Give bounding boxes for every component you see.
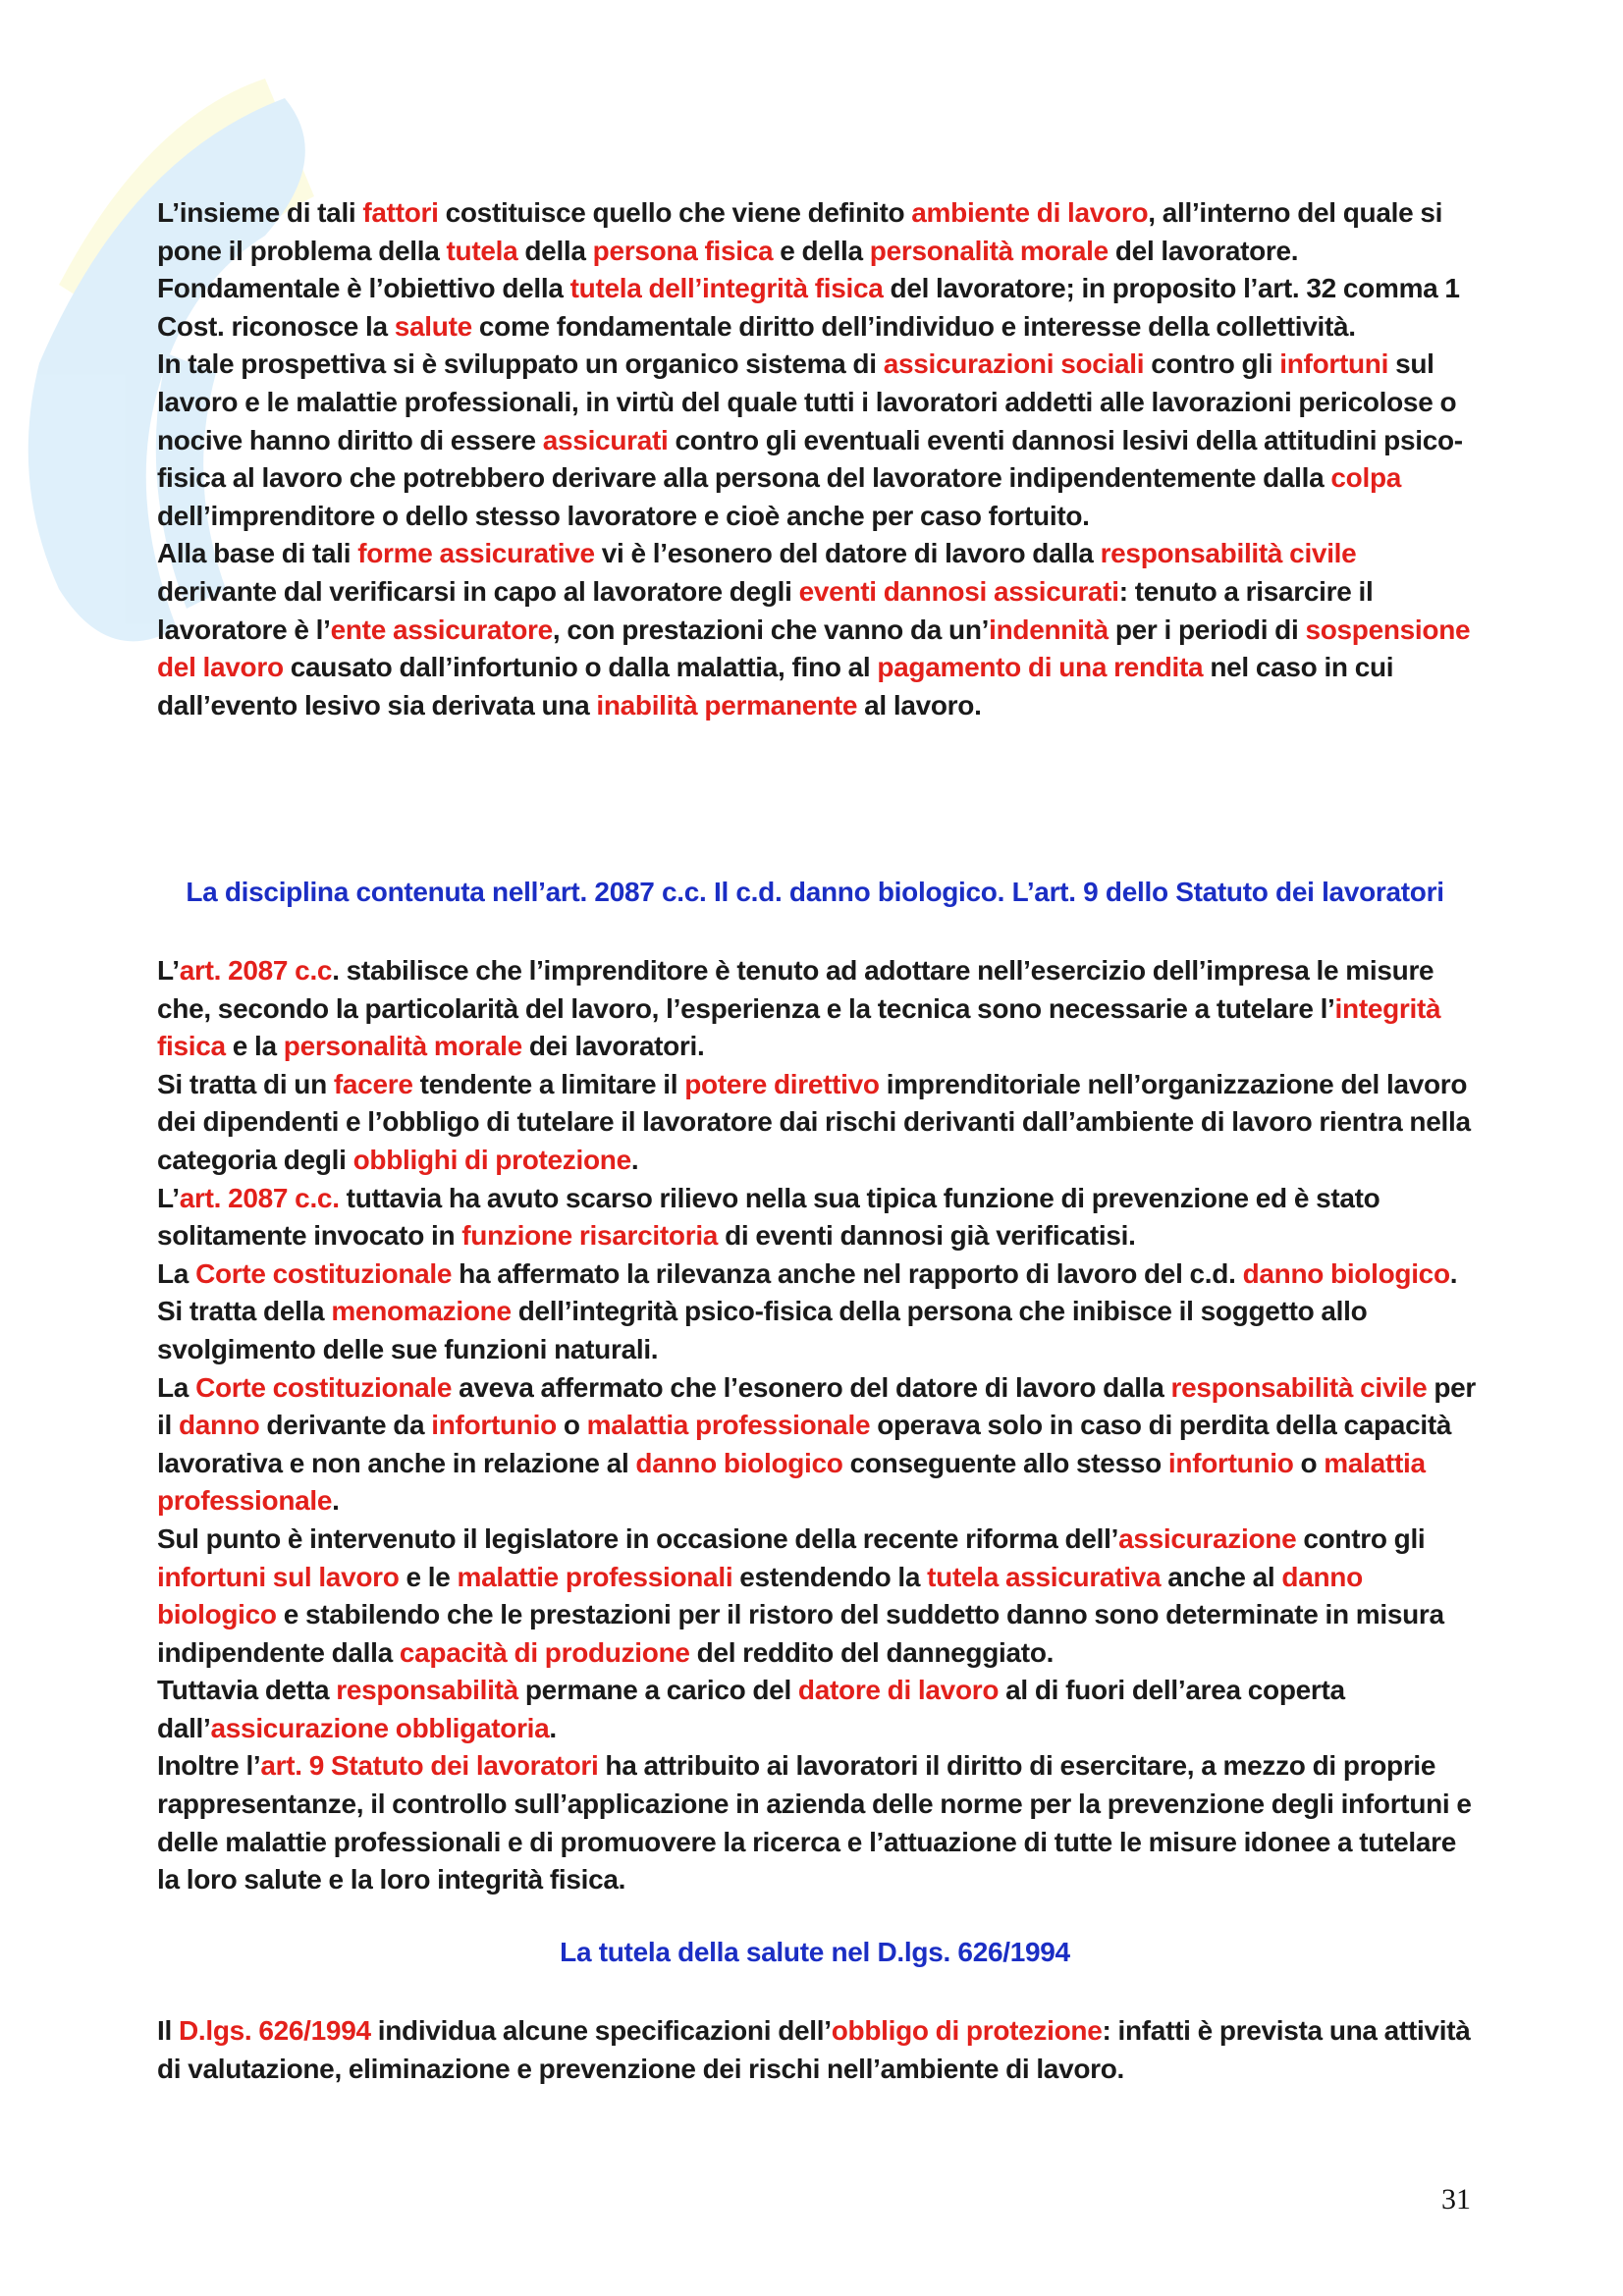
page-number: 31 [1441, 2183, 1471, 2216]
highlighted-term: D.lgs. 626/1994 [178, 2015, 371, 2046]
highlighted-term: danno biologico [157, 1561, 1363, 1630]
highlighted-term: funzione risarcitoria [461, 1220, 719, 1252]
highlighted-term: danno [178, 1410, 260, 1441]
highlighted-term: capacità di produzione [399, 1636, 690, 1668]
paragraph-ambiente-di-lavoro: L’insieme di tali fattori costituisce quello che viene definito ambiente di lavoro, all’interno del quale si pone il problema della tutela della persona fisica e della personalità morale del lavoratore. Fondamentale è l’obiettivo della tutela dell’integrità fisica del lavoratore; in proposito l’art. 32 comma 1 Cost. riconosce la salute come fondamentale diritto dell’individuo e interesse della collettività. In tale prospettiva si è sviluppato un organico sistema di assicurazioni sociali contro gli infortuni sul lavoro e le malattie professionali, in virtù del quale tutti i lavoratori addetti alle lavorazioni pericolose o nocive hanno diritto di essere assicurati contro gli eventuali eventi dannosi lesivi della attitudini psico-fisica al lavoro che potrebbero derivare alla persona del lavoratore indipendentemente dalla colpa dell’imprenditore o dello stesso lavoratore e cioè anche per caso fortuito. Alla base di tali forme assicurative vi è l’esonero del datore di lavoro dalla responsabilità civile derivante dal verificarsi in capo al lavoratore degli eventi dannosi assicurati: tenuto a risarcire il lavoratore è l’ente assicuratore, con prestazioni che vanno da un’indennità per i periodi di sospensione del lavoro causato dall’infortunio o dalla malattia, fino al pagamento di una rendita nel caso in cui dall’evento lesivo sia derivata una inabilità permanente al lavoro. [157, 197, 1471, 721]
highlighted-term: sospensione del lavoro [157, 614, 1471, 683]
highlighted-term: malattia professionale [157, 1447, 1426, 1517]
highlighted-term: assicurazione obbligatoria [210, 1712, 550, 1743]
highlighted-term: assicurati [542, 424, 669, 455]
highlighted-term: obblighi di protezione [352, 1144, 631, 1175]
highlighted-term: Corte costituzionale [195, 1257, 453, 1289]
highlighted-term: responsabilità civile [1100, 538, 1357, 569]
highlighted-term: art. 2087 c.c [179, 955, 333, 986]
highlighted-term: infortuni [1279, 348, 1389, 380]
highlighted-term: ente assicuratore [330, 614, 553, 645]
highlighted-term: personalità morale [283, 1031, 522, 1062]
highlighted-term: danno biologico [635, 1447, 843, 1478]
highlighted-term: datore di lavoro [797, 1675, 1000, 1706]
highlighted-term: facere [333, 1068, 413, 1099]
highlighted-term: Corte costituzionale [195, 1371, 453, 1403]
highlighted-term: danno biologico [1242, 1257, 1450, 1289]
highlighted-term: tutela [446, 235, 518, 266]
highlighted-term: colpa [1330, 462, 1402, 494]
highlighted-term: assicurazione [1118, 1522, 1297, 1554]
highlighted-term: responsabilità civile [1170, 1371, 1428, 1403]
highlighted-term: menomazione [331, 1296, 512, 1327]
highlighted-term: tutela dell’integrità fisica [569, 273, 884, 304]
highlighted-term: integrità fisica [157, 992, 1441, 1062]
highlighted-term: infortuni sul lavoro [157, 1561, 400, 1592]
highlighted-term: inabilità permanente [596, 689, 858, 721]
highlighted-term: fattori [362, 197, 439, 228]
section-heading-art-2087: La disciplina contenuta nell’art. 2087 c.c. Il c.d. danno biologico. L’art. 9 dello Statuto dei lavoratori [186, 877, 1444, 907]
highlighted-term: malattia professionale [586, 1410, 871, 1441]
highlighted-term: eventi dannosi assicurati [798, 575, 1119, 607]
highlighted-term: pagamento di una rendita [877, 652, 1204, 683]
highlighted-term: art. 9 Statuto dei lavoratori [260, 1750, 599, 1782]
section-heading-dlgs-626: La tutela della salute nel D.lgs. 626/1994 [560, 1937, 1070, 1967]
highlighted-term: personalità morale [869, 235, 1109, 266]
highlighted-term: tutela assicurativa [927, 1561, 1162, 1592]
highlighted-term: assicurazioni sociali [883, 348, 1145, 380]
highlighted-term: indennità [989, 614, 1109, 645]
highlighted-term: persona fisica [592, 235, 774, 266]
highlighted-term: potere direttivo [684, 1068, 880, 1099]
paragraph-art-2087: L’art. 2087 c.c. stabilisce che l’imprenditore è tenuto ad adottare nell’esercizio dell’impresa le misure che, secondo la particolarità del lavoro, l’esperienza e la tecnica sono necessarie a tutelare l’integrità fisica e la personalità morale dei lavoratori. Si tratta di un facere tendente a limitare il potere direttivo imprenditoriale nell’organizzazione del lavoro dei dipendenti e l’obbligo di tutelare il lavoratore dai rischi derivanti dall’ambiente di lavoro rientra nella categoria degli obblighi di protezione. L’art. 2087 c.c. tuttavia ha avuto scarso rilievo nella sua tipica funzione di prevenzione ed è stato solitamente invocato in funzione risarcitoria di eventi dannosi già verificatisi. La Corte costituzionale ha affermato la rilevanza anche nel rapporto di lavoro del c.d. danno biologico. Si tratta della menomazione dell’integrità psico-fisica della persona che inibisce il soggetto allo svolgimento delle sue funzioni naturali. La Corte costituzionale aveva affermato che l’esonero del datore di lavoro dalla responsabilità civile per il danno derivante da infortunio o malattia professionale operava solo in caso di perdita della capacità lavorativa e non anche in relazione al danno biologico conseguente allo stesso infortunio o malattia professionale. Sul punto è intervenuto il legislatore in occasione della recente riforma dell’assicurazione contro gli infortuni sul lavoro e le malattie professionali estendendo la tutela assicurativa anche al danno biologico e stabilendo che le prestazioni per il ristoro del suddetto danno sono determinate in misura indipendente dalla capacità di produzione del reddito del danneggiato. Tuttavia detta responsabilità permane a carico del datore di lavoro al di fuori dell’area coperta dall’assicurazione obbligatoria. Inoltre l’art. 9 Statuto dei lavoratori ha attribuito ai lavoratori il diritto di esercitare, a mezzo di proprie rappresentanze, il controllo sull’applicazione in azienda delle norme per la prevenzione degli infortuni e delle malattie professionali e di promuovere la ricerca e l’attuazione di tutte le misure idonee a tutelare la loro salute e la loro integrità fisica. [157, 955, 1477, 1896]
highlighted-term: forme assicurative [357, 538, 595, 569]
highlighted-term: infortunio [431, 1410, 557, 1441]
paragraph-dlgs-626: Il D.lgs. 626/1994 individua alcune specificazioni dell’obbligo di protezione: infatti è prevista una attività di valutazione, eliminazione e prevenzione dei rischi nell’ambiente di lavoro. [157, 2015, 1471, 2084]
highlighted-term: obbligo di protezione [831, 2015, 1103, 2046]
highlighted-term: art. 2087 c.c. [179, 1182, 340, 1213]
highlighted-term: responsabilità [336, 1675, 518, 1706]
highlighted-term: salute [394, 310, 472, 342]
highlighted-term: ambiente di lavoro [911, 197, 1149, 228]
highlighted-term: malattie professionali [457, 1561, 733, 1592]
document-body [157, 194, 1483, 2084]
highlighted-term: infortunio [1167, 1447, 1294, 1478]
